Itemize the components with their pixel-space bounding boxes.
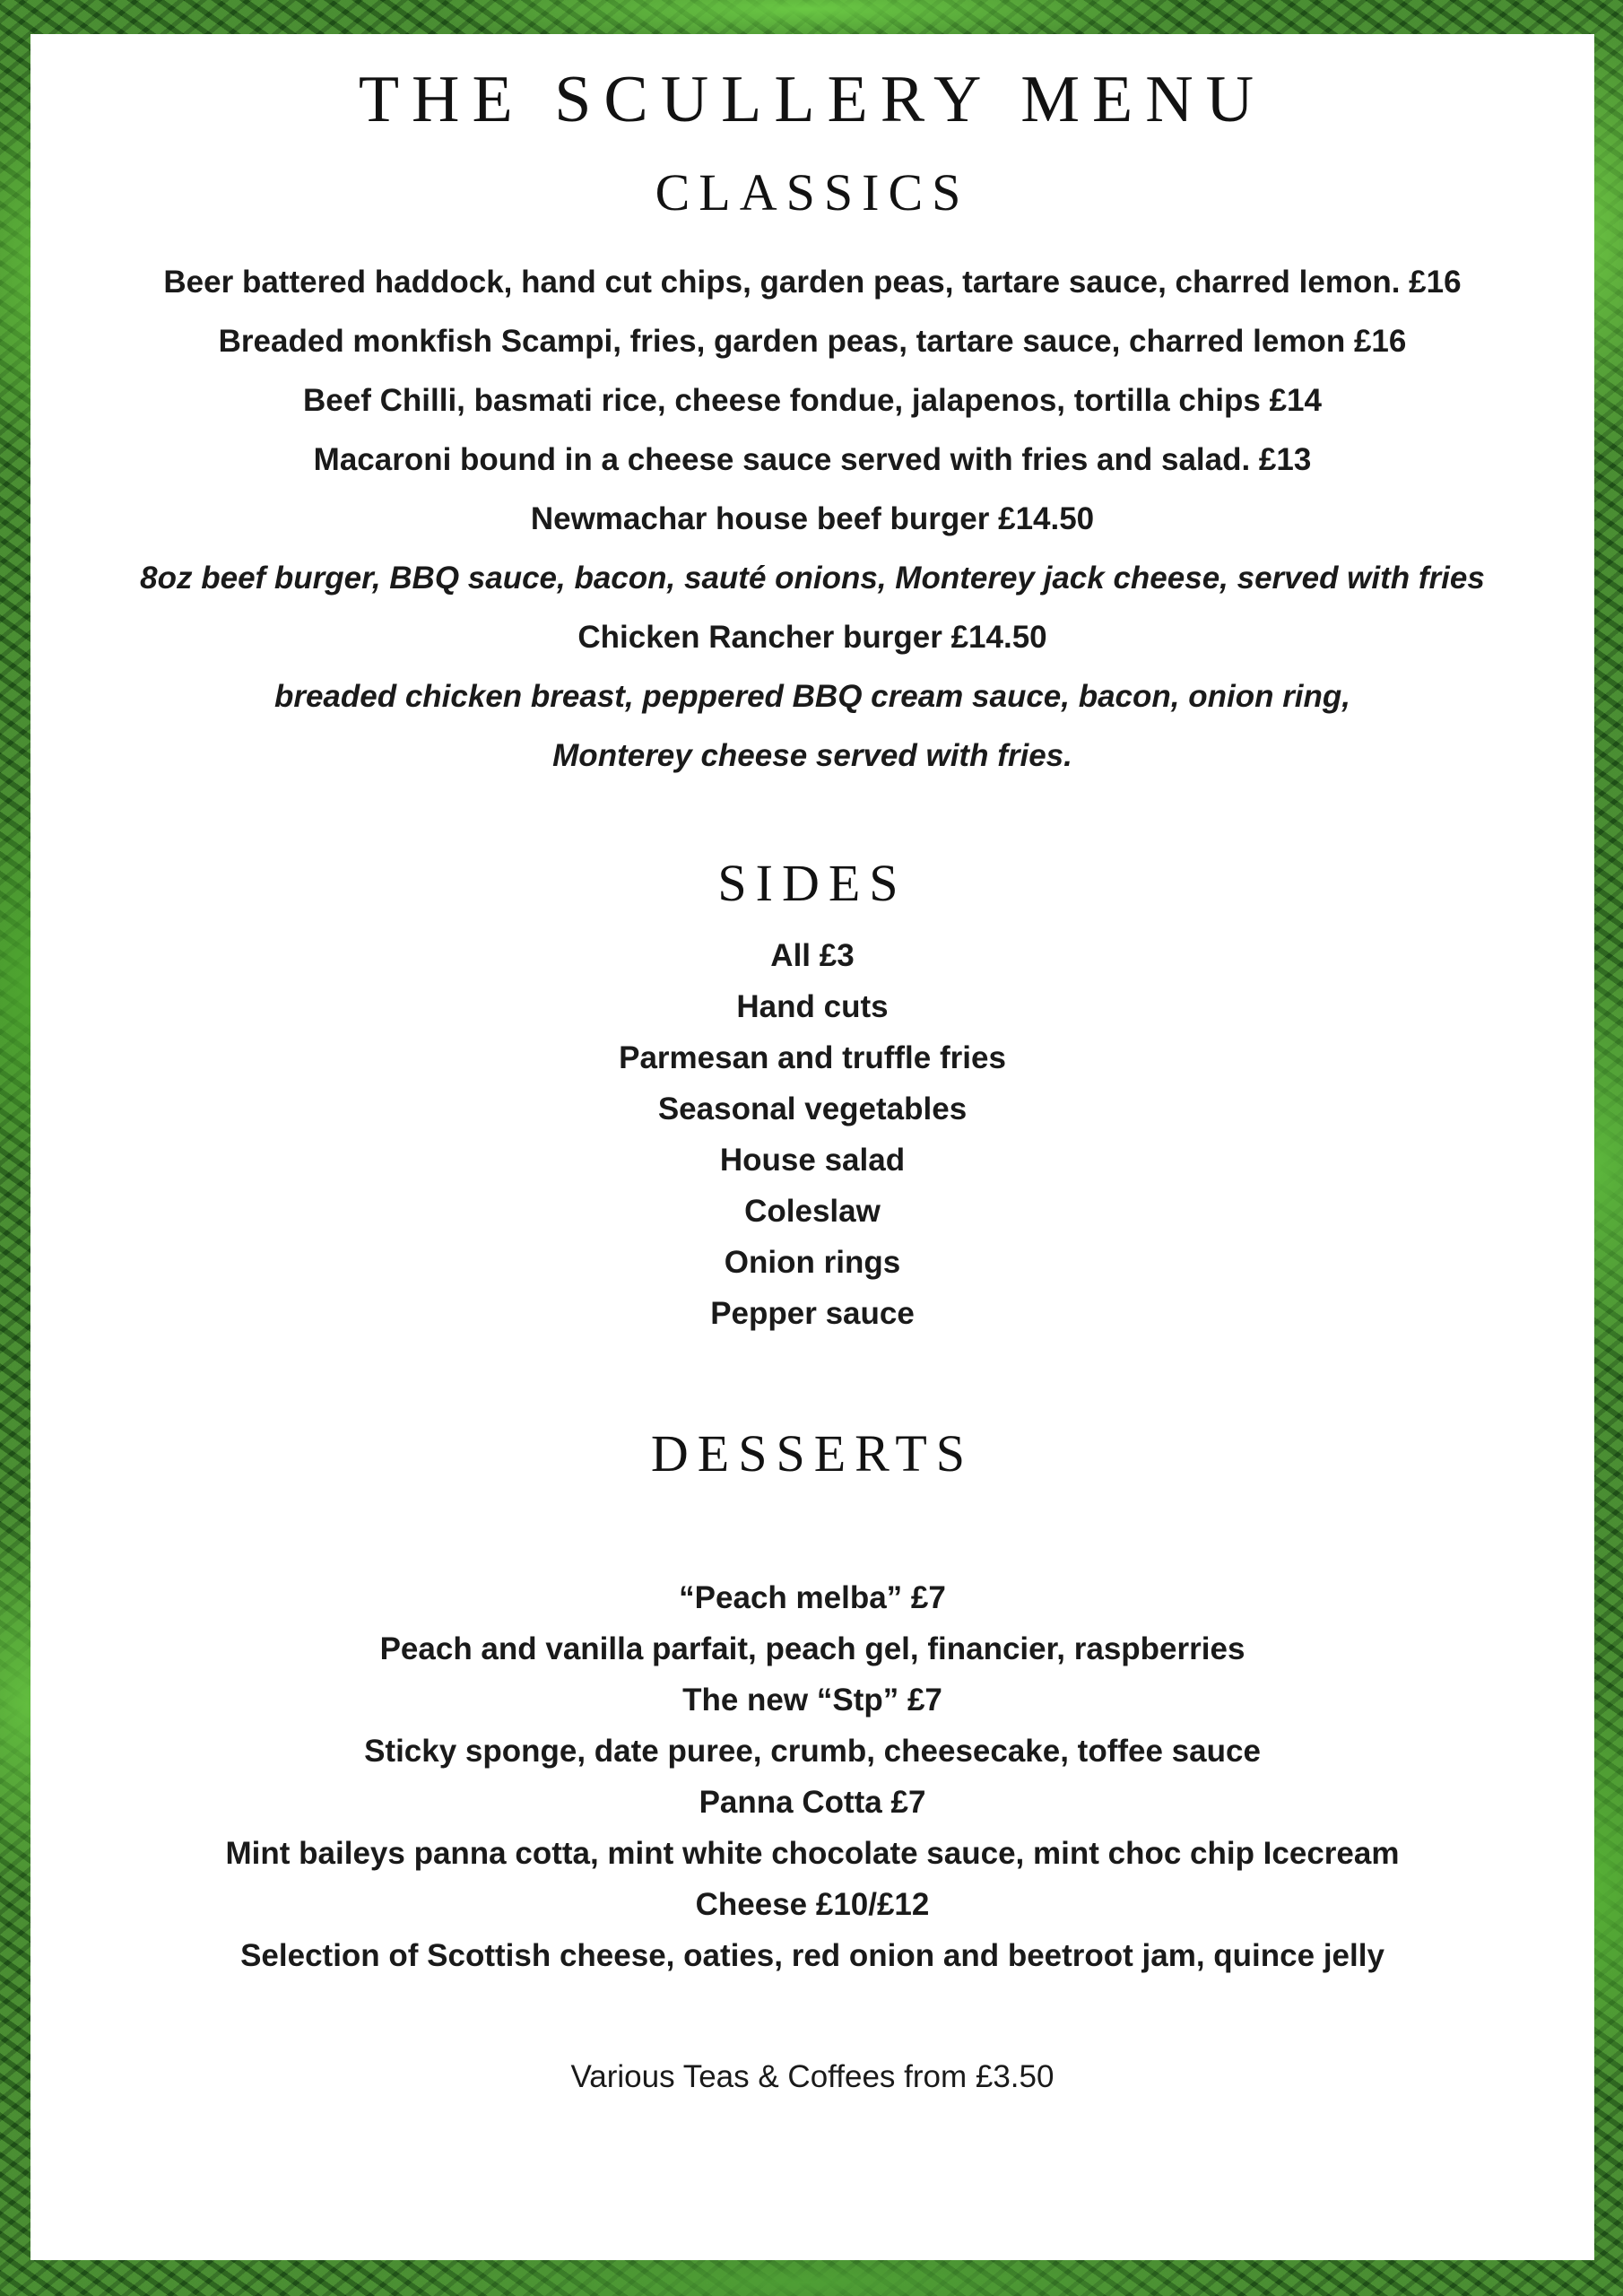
classics-item: Breaded monkfish Scampi, fries, garden peas, tartare sauce, charred lemon £16 [218,324,1407,359]
menu-card [30,34,1594,2260]
classics-heading: CLASSICS [655,163,970,222]
classics-item-description: breaded chicken breast, peppered BBQ cream sauce, bacon, onion ring, [273,679,1351,714]
sides-item: Parmesan and truffle fries [619,1040,1006,1075]
sides-item: Pepper sauce [710,1296,915,1331]
classics-item: Macaroni bound in a cheese sauce served with fries and salad. £13 [313,442,1312,477]
desserts-list [30,1572,1594,1981]
desserts-heading: DESSERTS [650,1424,975,1483]
classics-item: Newmachar house beef burger £14.50 [530,501,1095,536]
dessert-description: Sticky sponge, date puree, crumb, cheesecake, toffee sauce [364,1734,1261,1769]
sides-heading: SIDES [717,854,907,912]
sides-item: Seasonal vegetables [657,1091,968,1126]
dessert-item: Panna Cotta £7 [699,1785,926,1820]
dessert-item: Cheese £10/£12 [695,1887,930,1922]
hot-drinks-note: Various Teas & Coffees from £3.50 [570,2059,1055,2094]
sides-list [30,930,1594,1339]
classics-item-description: Monterey cheese served with fries. [552,738,1072,773]
menu-title: THE SCULLERY MENU [358,63,1267,136]
classics-item: Beef Chilli, basmati rice, cheese fondue, jalapenos, tortilla chips £14 [303,383,1322,418]
sides-item: Onion rings [724,1245,901,1280]
classics-list [30,253,1594,786]
dessert-item: The new “Stp” £7 [682,1683,942,1718]
sides-item: Hand cuts [736,989,889,1024]
dessert-description: Mint baileys panna cotta, mint white chocolate sauce, mint choc chip Icecream [225,1836,1400,1871]
classics-item: Beer battered haddock, hand cut chips, garden peas, tartare sauce, charred lemon. £16 [163,265,1462,300]
dessert-description: Peach and vanilla parfait, peach gel, financier, raspberries [379,1631,1245,1666]
dessert-description: Selection of Scottish cheese, oaties, red onion and beetroot jam, quince jelly [240,1938,1384,1973]
dessert-item: “Peach melba” £7 [679,1580,946,1615]
sides-item: House salad [719,1143,906,1178]
sides-item: All £3 [770,938,855,973]
sides-item: Coleslaw [744,1194,881,1229]
classics-item-description: 8oz beef burger, BBQ sauce, bacon, sauté onions, Monterey jack cheese, served with fries [140,561,1485,596]
classics-item: Chicken Rancher burger £14.50 [577,620,1047,655]
